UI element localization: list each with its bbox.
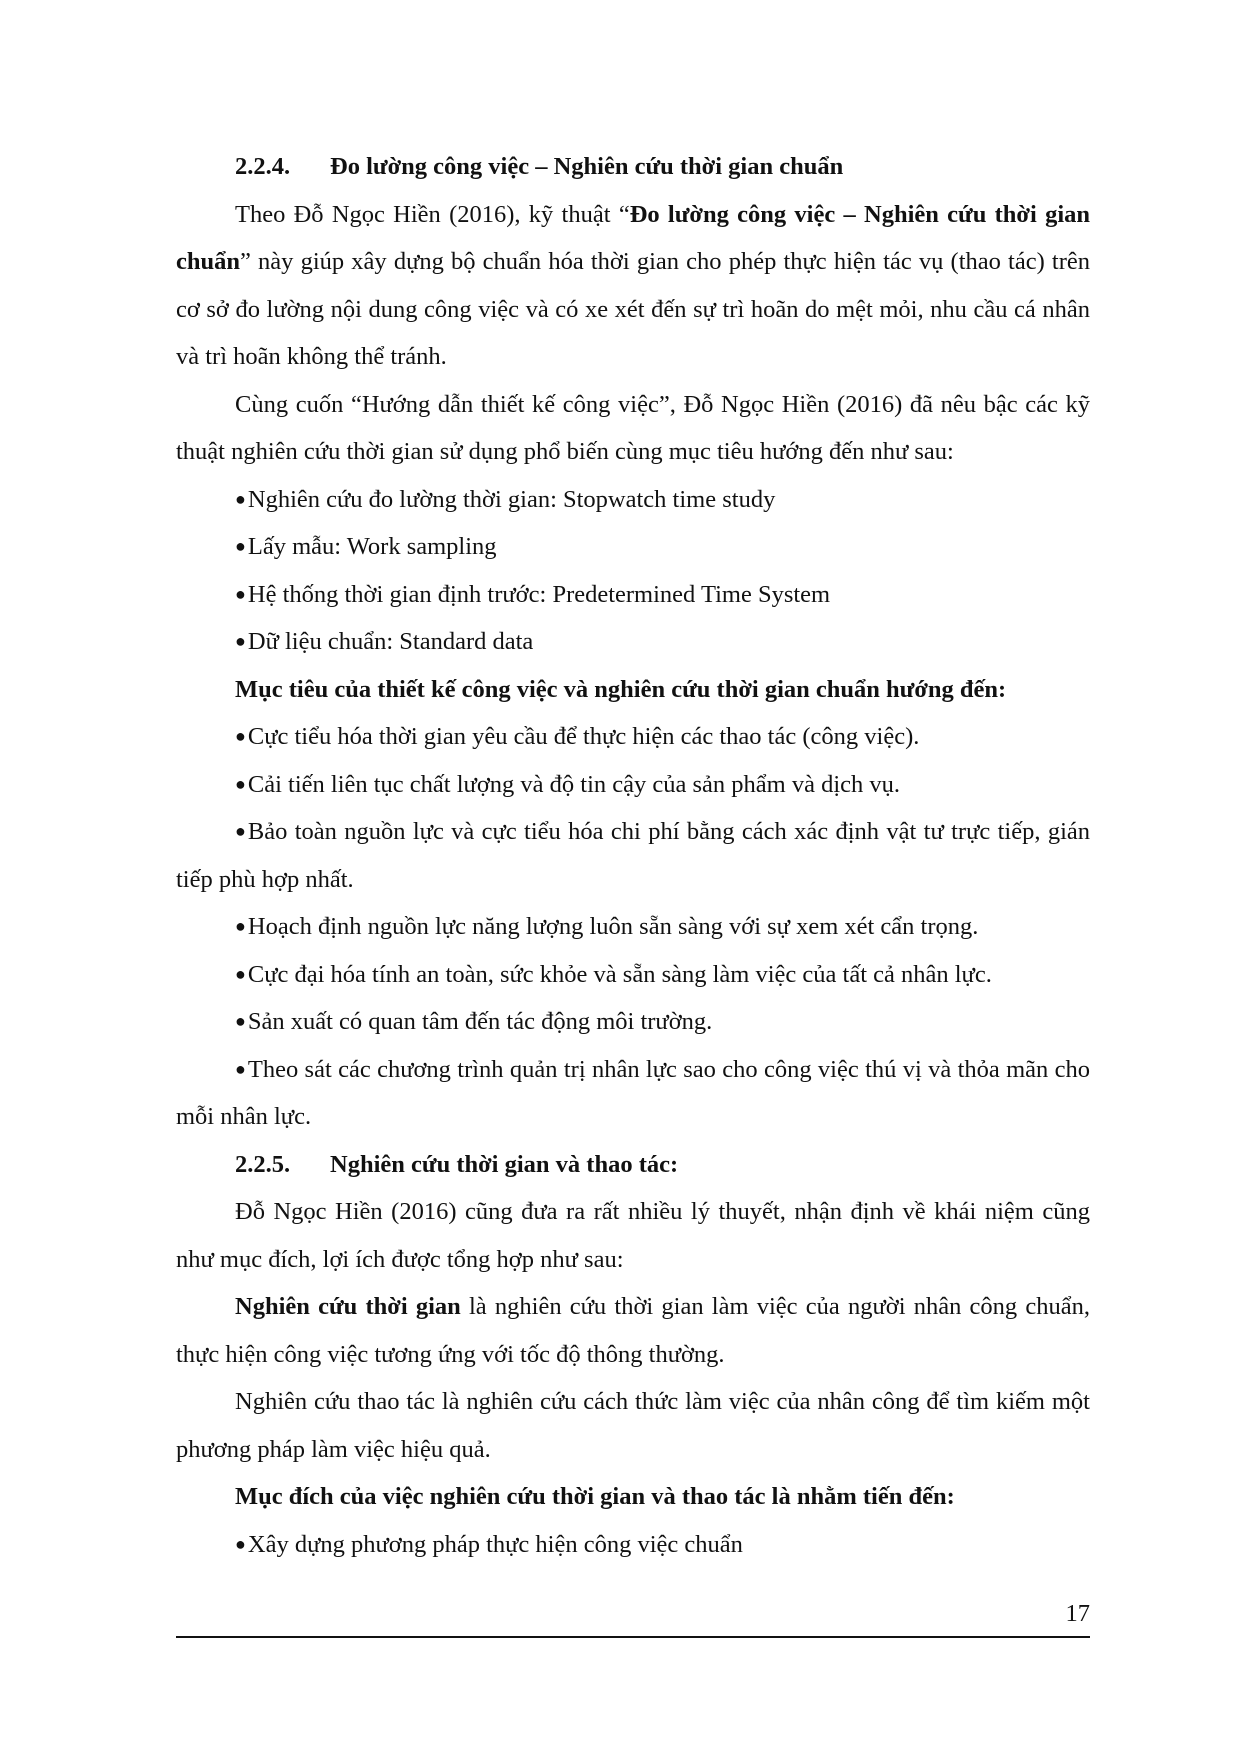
list-item [176, 618, 1090, 666]
paragraph-techniques-intro: Cùng cuốn “Hướng dẫn thiết kế công việc”, Đỗ Ngọc Hiền (2016) đã nêu bậc các kỹ thuật nghiên cứu thời gian sử dụng phổ biến cùng mục tiêu hướng đến như sau: [176, 390, 1090, 465]
section-number: 2.2.5. [235, 1150, 291, 1178]
list-item [176, 761, 1090, 809]
list-item-text: Lấy mẫu: Work sampling [247, 533, 497, 560]
goals-heading: Mục tiêu của thiết kế công việc và nghiên cứu thời gian chuẩn hướng đến: [235, 675, 1007, 703]
list-item [176, 1521, 1090, 1569]
list-item-text: Bảo toàn nguồn lực và cực tiểu hóa chi phí bằng cách xác định vật tư trực tiếp, gián tiếp phù hợp nhất. [176, 818, 1090, 893]
section-heading-2-2-4 [176, 143, 1090, 191]
purpose-heading: Mục đích của việc nghiên cứu thời gian và thao tác là nhằm tiến đến: [235, 1483, 955, 1510]
list-item [176, 808, 1090, 903]
paragraph-bold-term: Nghiên cứu thời gian [235, 1293, 461, 1320]
bullet-icon: ● [235, 726, 246, 746]
list-item-text: Cực đại hóa tính an toàn, sức khỏe và sẵn sàng làm việc của tất cả nhân lực. [247, 960, 992, 988]
list-item [176, 523, 1090, 571]
list-item-text: Theo sát các chương trình quản trị nhân lực sao cho công việc thú vị và thỏa mãn cho mỗi nhân lực. [176, 1055, 1090, 1130]
paragraph-text: Theo Đỗ Ngọc Hiền (2016), kỹ thuật “ [235, 200, 630, 228]
bullet-icon: ● [235, 916, 246, 936]
paragraph-motion-study: Nghiên cứu thao tác là nghiên cứu cách thức làm việc của nhân công để tìm kiếm một phương pháp làm việc hiệu quả. [176, 1388, 1090, 1463]
list-item-text: Nghiên cứu đo lường thời gian: Stopwatch time study [247, 485, 776, 513]
bullet-icon: ● [235, 773, 246, 794]
page-body [176, 143, 1090, 1568]
section-heading-2-2-5 [176, 1141, 1090, 1189]
bullet-icon: ● [235, 1533, 246, 1554]
paragraph-bold-term: Đo lường công việc – Nghiên cứu thời gian chuẩn [176, 200, 1091, 275]
list-item [176, 1046, 1090, 1141]
paragraph-definition [176, 191, 1090, 381]
list-item [176, 476, 1090, 524]
list-item-text: Cực tiểu hóa thời gian yêu cầu để thực hiện các thao tác (công việc). [247, 723, 920, 750]
list-item-text: Cải tiến liên tục chất lượng và độ tin cậy của sản phẩm và dịch vụ. [247, 770, 901, 798]
bullet-icon: ● [235, 536, 246, 556]
section-number: 2.2.4. [235, 153, 291, 180]
paragraph-time-study [176, 1283, 1090, 1378]
section-title: Nghiên cứu thời gian và thao tác: [330, 1150, 679, 1178]
bullet-icon: ● [235, 631, 246, 651]
list-item-text: Dữ liệu chuẩn: Standard data [247, 628, 534, 655]
list-item-text: Sản xuất có quan tâm đến tác động môi trường. [247, 1008, 713, 1035]
list-item-text: Xây dựng phương pháp thực hiện công việc chuẩn [247, 1530, 743, 1558]
paragraph-text: là nghiên cứu thời gian làm việc của người nhân công chuẩn, thực hiện công việc tương ứng với tốc độ thông thường. [176, 1293, 1090, 1368]
bullet-icon: ● [235, 1058, 246, 1079]
list-item [176, 713, 1090, 761]
bullet-icon: ● [235, 488, 246, 509]
list-item [176, 571, 1090, 619]
paragraph-overview: Đỗ Ngọc Hiền (2016) cũng đưa ra rất nhiều lý thuyết, nhận định về khái niệm cũng như mục đích, lợi ích được tổng hợp như sau: [176, 1198, 1090, 1273]
list-item [176, 903, 1090, 951]
bullet-icon: ● [235, 963, 246, 984]
bullet-icon: ● [235, 1011, 246, 1031]
bullet-icon: ● [235, 583, 246, 604]
paragraph-text: ” này giúp xây dựng bộ chuẩn hóa thời gian cho phép thực hiện tác vụ (thao tác) trên cơ sở đo lường nội dung công việc và có xe xét đến sự trì hoãn do mệt mỏi, nhu cầu cá nhân và trì hoãn không thể tránh. [176, 248, 1090, 370]
bullet-icon: ● [235, 821, 246, 841]
list-item-text: Hoạch định nguồn lực năng lượng luôn sẵn sàng với sự xem xét cẩn trọng. [247, 913, 979, 940]
footer-divider [176, 1636, 1090, 1638]
list-item-text: Hệ thống thời gian định trước: Predetermined Time System [247, 580, 831, 608]
list-item [176, 951, 1090, 999]
list-item [176, 998, 1090, 1046]
page-number: 17 [1065, 1600, 1090, 1627]
section-title: Đo lường công việc – Nghiên cứu thời gian chuẩn [330, 153, 844, 180]
